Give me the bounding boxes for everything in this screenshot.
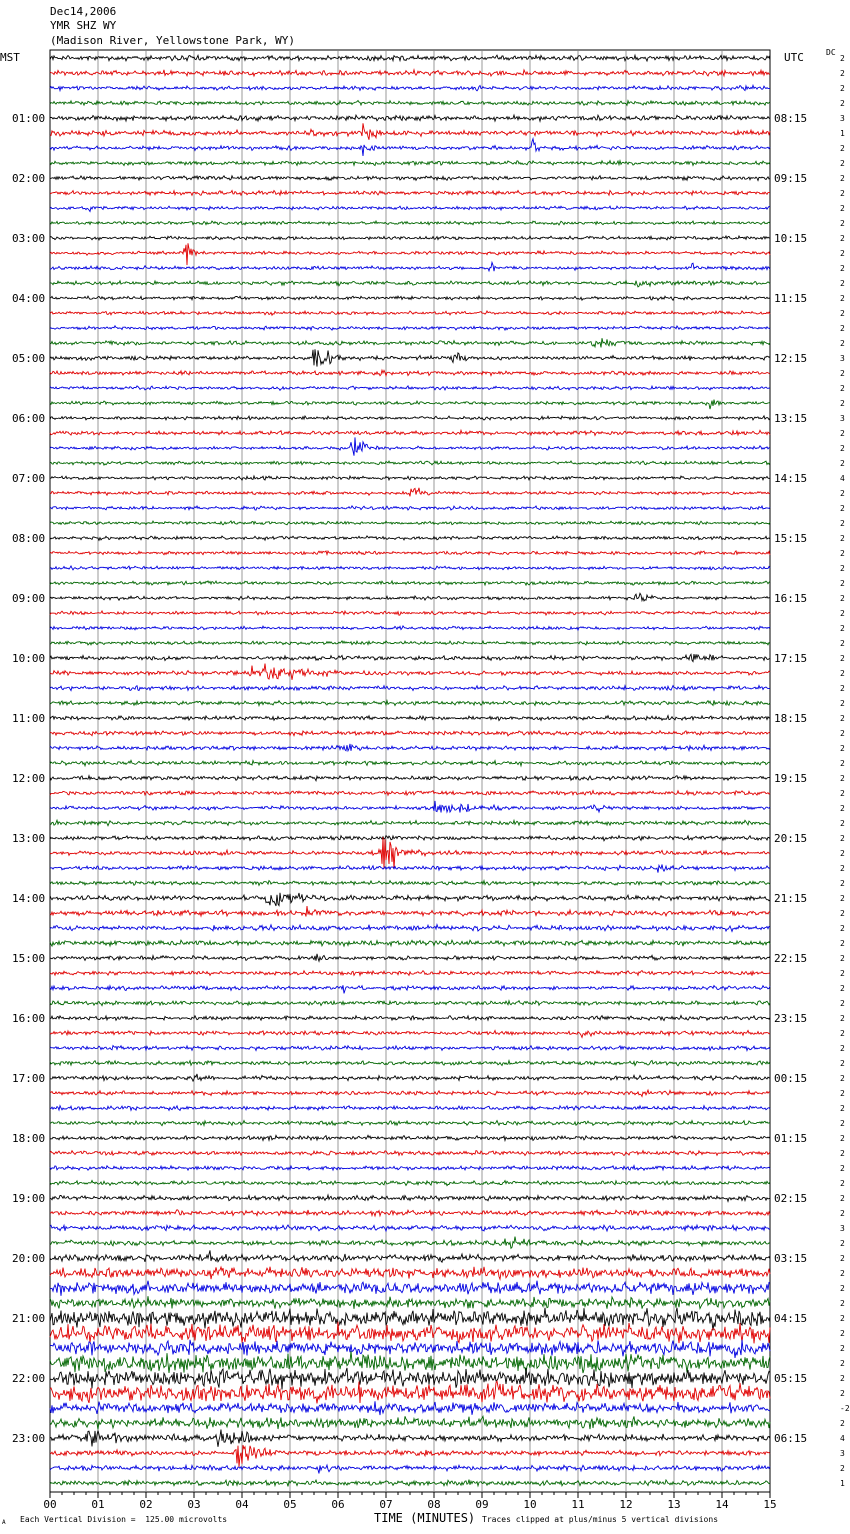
trace-line [50,506,770,510]
right-hour-label: 23:15 [774,1012,808,1025]
dc-offset-value: 3 [840,1449,845,1458]
dc-offset-value: 4 [840,1434,845,1443]
x-tick-label: 14 [715,1498,729,1511]
trace-line [50,236,770,240]
dc-offset-value: 2 [840,84,845,93]
trace-line [50,664,770,680]
dc-offset-value: 2 [840,1059,845,1068]
dc-offset-value: 2 [840,894,845,903]
dc-offset-value: 2 [840,819,845,828]
dc-offset-value: 2 [840,219,845,228]
trace-line [50,1340,770,1358]
trace-line [50,593,770,601]
trace-line [50,791,770,796]
dc-offset-value: 2 [840,294,845,303]
trace-line [50,338,770,347]
trace-line [50,55,770,61]
trace-line [50,731,770,736]
dc-offset-value: 2 [840,699,845,708]
left-hour-label: 14:00 [12,892,46,905]
dc-offset-value: -2 [840,1404,850,1413]
trace-line [50,1046,770,1051]
dc-offset-value: 2 [840,1344,845,1353]
trace-line [50,1416,770,1429]
dc-offset-value: 2 [840,234,845,243]
left-hour-label: 12:00 [12,772,46,785]
trace-line [50,971,770,976]
record-date: Dec14,2006 [50,5,117,18]
trace-line [50,925,770,932]
dc-offset-value: 2 [840,174,845,183]
right-hour-label: 22:15 [774,952,808,965]
dc-offset-value: 2 [840,1104,845,1113]
left-hour-label: 10:00 [12,652,46,665]
dc-offset-value: 2 [840,684,845,693]
left-hour-label: 11:00 [12,712,46,725]
trace-line [50,1250,770,1262]
trace-line [50,1135,770,1140]
trace-line [50,641,770,645]
trace-line [50,1368,770,1390]
dc-offset-value: 2 [840,639,845,648]
dc-offset-value: 2 [840,594,845,603]
dc-offset-value: 2 [840,384,845,393]
dc-offset-value: 2 [840,1329,845,1338]
trace-line [50,176,770,181]
trace-line [50,906,770,916]
trace-line [50,940,770,946]
right-timezone-label: UTC [784,51,804,64]
dc-offset-value: 2 [840,969,845,978]
dc-offset-value: 2 [840,1149,845,1158]
right-hour-label: 03:15 [774,1252,808,1265]
clipping-note: Traces clipped at plus/minus 5 vertical divisions [482,1515,719,1524]
dc-offset-value: 2 [840,1074,845,1083]
left-hour-label: 01:00 [12,112,46,125]
left-hour-label: 03:00 [12,232,46,245]
trace-line [50,437,770,455]
dc-offset-value: 2 [840,1284,845,1293]
dc-offset-value: 2 [840,1119,845,1128]
x-tick-label: 15 [763,1498,777,1511]
dc-offset-value: 2 [840,1239,845,1248]
trace-line [50,115,770,121]
left-hour-label: 08:00 [12,532,46,545]
trace-line [50,370,770,376]
trace-line [50,101,770,106]
trace-line [50,70,770,76]
dc-offset-value: 3 [840,414,845,423]
left-hour-label: 18:00 [12,1132,46,1145]
left-hour-label: 02:00 [12,172,46,185]
x-tick-label: 03 [187,1498,201,1511]
dc-offset-value: 2 [840,144,845,153]
x-tick-label: 09 [475,1498,489,1511]
trace-line [50,760,770,765]
dc-offset-value: 2 [840,324,845,333]
right-hour-label: 06:15 [774,1432,808,1445]
trace-line [50,191,770,196]
dc-offset-value: 2 [840,984,845,993]
dc-offset-value: 2 [840,789,845,798]
dc-offset-value: 2 [840,954,845,963]
right-hour-label: 09:15 [774,172,808,185]
trace-line [50,893,770,906]
left-hour-label: 07:00 [12,472,46,485]
trace-line [50,686,770,691]
left-hour-label: 16:00 [12,1012,46,1025]
trace-line [50,430,770,435]
x-tick-label: 04 [235,1498,249,1511]
station-location: (Madison River, Yellowstone Park, WY) [50,34,296,47]
dc-offset-header: DC [826,48,836,57]
trace-line [50,611,770,615]
trace-line [50,1465,770,1473]
dc-offset-value: 2 [840,339,845,348]
left-hour-label: 23:00 [12,1432,46,1445]
trace-line [50,551,770,555]
dc-offset-value: 2 [840,1014,845,1023]
right-hour-label: 00:15 [774,1072,808,1085]
trace-line [50,1121,770,1126]
dc-offset-value: 2 [840,264,845,273]
vertical-scale-note: Each Vertical Division = 125.00 microvolts [20,1515,228,1524]
dc-offset-value: 2 [840,609,845,618]
dc-offset-value: 3 [840,1224,845,1233]
left-hour-label: 13:00 [12,832,46,845]
dc-offset-value: 2 [840,1179,845,1188]
trace-line [50,326,770,330]
right-hour-label: 21:15 [774,892,808,905]
dc-offset-value: 2 [840,1254,845,1263]
trace-line [50,349,770,366]
left-hour-label: 04:00 [12,292,46,305]
trace-line [50,161,770,166]
dc-offset-value: 2 [840,729,845,738]
right-hour-label: 19:15 [774,772,808,785]
trace-line [50,1210,770,1216]
left-hour-label: 15:00 [12,952,46,965]
dc-offset-value: 2 [840,879,845,888]
left-timezone-label: MST [0,51,20,64]
right-hour-label: 17:15 [774,652,808,665]
trace-line [50,954,770,961]
right-hour-label: 11:15 [774,292,808,305]
right-hour-label: 13:15 [774,412,808,425]
right-hour-label: 04:15 [774,1312,808,1325]
dc-offset-value: 2 [840,579,845,588]
trace-line [50,296,770,300]
dc-offset-value: 2 [840,189,845,198]
x-tick-label: 06 [331,1498,345,1511]
left-hour-label: 19:00 [12,1192,46,1205]
x-tick-label: 11 [571,1498,585,1511]
right-hour-label: 01:15 [774,1132,808,1145]
trace-line [50,221,770,225]
dc-offset-value: 2 [840,624,845,633]
x-tick-label: 07 [379,1498,393,1511]
dc-offset-value: 2 [840,939,845,948]
dc-offset-value: 2 [840,99,845,108]
dc-offset-value: 2 [840,669,845,678]
trace-line [50,1090,770,1096]
dc-offset-value: 2 [840,1314,845,1323]
dc-offset-value: 2 [840,1374,845,1383]
dc-offset-value: 2 [840,54,845,63]
dc-offset-value: 3 [840,114,845,123]
left-hour-label: 21:00 [12,1312,46,1325]
dc-offset-value: 2 [840,399,845,408]
dc-offset-value: 2 [840,1209,845,1218]
dc-offset-value: 2 [840,1044,845,1053]
dc-offset-value: 2 [840,1029,845,1038]
trace-line [50,476,770,480]
trace-line [50,1074,770,1081]
trace-line [50,820,770,826]
dc-offset-value: 2 [840,909,845,918]
dc-offset-value: 2 [840,1134,845,1143]
left-hour-label: 05:00 [12,352,46,365]
dc-offset-value: 2 [840,204,845,213]
left-hour-label: 20:00 [12,1252,46,1265]
right-hour-label: 10:15 [774,232,808,245]
right-hour-label: 18:15 [774,712,808,725]
dc-offset-value: 2 [840,759,845,768]
trace-line [50,1401,770,1415]
trace-line [50,206,770,211]
dc-offset-value: 2 [840,69,845,78]
dc-offset-value: 2 [840,1464,845,1473]
dc-offset-value: 2 [840,714,845,723]
trace-line [50,243,770,265]
left-hour-label: 22:00 [12,1372,46,1385]
trace-line [50,311,770,315]
trace-line [50,566,770,570]
trace-line [50,1381,770,1403]
dc-offset-value: 2 [840,1299,845,1308]
dc-offset-value: 2 [840,1419,845,1428]
trace-line [50,1445,770,1467]
dc-offset-value: 2 [840,549,845,558]
dc-offset-value: 2 [840,849,845,858]
trace-line [50,536,770,540]
dc-offset-value: 2 [840,444,845,453]
dc-offset-value: 2 [840,1389,845,1398]
trace-line [50,1225,770,1231]
trace-line [50,836,770,841]
x-tick-label: 01 [91,1498,105,1511]
dc-offset-value: 1 [840,1479,845,1488]
trace-line [50,1322,770,1344]
trace-line [50,1151,770,1156]
trace-line [50,1195,770,1201]
trace-line [50,1237,770,1249]
dc-offset-value: 1 [840,129,845,138]
trace-line [50,1181,770,1186]
trace-line [50,281,770,287]
dc-offset-value: 2 [840,249,845,258]
trace-line [50,139,770,156]
right-hour-label: 02:15 [774,1192,808,1205]
x-tick-label: 13 [667,1498,681,1511]
right-hour-label: 05:15 [774,1372,808,1385]
dc-offset-value: 2 [840,924,845,933]
trace-line [50,1016,770,1021]
trace-line [50,837,770,869]
dc-offset-value: 2 [840,774,845,783]
trace-line [50,881,770,886]
dc-offset-value: 2 [840,504,845,513]
dc-offset-value: 4 [840,474,845,483]
trace-line [50,581,770,585]
left-hour-label: 06:00 [12,412,46,425]
dc-offset-value: 2 [840,1269,845,1278]
left-hour-label: 17:00 [12,1072,46,1085]
trace-line [50,700,770,705]
dc-offset-value: 2 [840,834,845,843]
corner-mark: A [2,1519,6,1526]
dc-offset-value: 2 [840,1089,845,1098]
trace-line [50,1166,770,1171]
x-tick-label: 12 [619,1498,633,1511]
trace-line [50,416,770,420]
dc-offset-value: 2 [840,519,845,528]
trace-line [50,488,770,497]
left-hour-label: 09:00 [12,592,46,605]
x-tick-label: 02 [139,1498,153,1511]
trace-line [50,776,770,781]
trace-line [50,865,770,873]
x-tick-label: 05 [283,1498,297,1511]
dc-offset-value: 2 [840,159,845,168]
dc-offset-value: 2 [840,864,845,873]
trace-line [50,123,770,139]
dc-offset-value: 2 [840,534,845,543]
dc-offset-value: 2 [840,1194,845,1203]
dc-offset-value: 2 [840,1359,845,1368]
trace-line [50,1281,770,1296]
dc-offset-value: 2 [840,744,845,753]
dc-offset-value: 2 [840,999,845,1008]
trace-line [50,1296,770,1309]
trace-line [50,1106,770,1111]
x-axis-title: TIME (MINUTES) [374,1511,476,1525]
dc-offset-value: 2 [840,369,845,378]
trace-line [50,461,770,465]
trace-line [50,1031,770,1038]
dc-offset-value: 3 [840,354,845,363]
dc-offset-value: 2 [840,489,845,498]
trace-line [50,801,770,813]
trace-line [50,400,770,410]
dc-offset-value: 2 [840,804,845,813]
right-hour-label: 12:15 [774,352,808,365]
dc-offset-value: 2 [840,654,845,663]
trace-line [50,744,770,751]
dc-offset-value: 2 [840,564,845,573]
trace-line [50,386,770,390]
trace-line [50,1267,770,1280]
trace-line [50,1001,770,1006]
trace-line [50,985,770,993]
trace-line [50,654,770,662]
trace-line [50,262,770,271]
right-hour-label: 14:15 [774,472,808,485]
station-code: YMR SHZ WY [50,19,117,32]
right-hour-label: 08:15 [774,112,808,125]
trace-line [50,626,770,630]
trace-line [50,1480,770,1487]
x-tick-label: 10 [523,1498,537,1511]
trace-line [50,1430,770,1447]
right-hour-label: 15:15 [774,532,808,545]
dc-offset-value: 2 [840,279,845,288]
right-hour-label: 16:15 [774,592,808,605]
dc-offset-value: 2 [840,1164,845,1173]
trace-line [50,85,770,90]
dc-offset-value: 2 [840,459,845,468]
right-hour-label: 20:15 [774,832,808,845]
x-tick-label: 00 [43,1498,57,1511]
trace-line [50,1061,770,1066]
dc-offset-value: 2 [840,429,845,438]
trace-line [50,521,770,525]
trace-line [50,716,770,721]
x-tick-label: 08 [427,1498,441,1511]
dc-offset-value: 2 [840,309,845,318]
